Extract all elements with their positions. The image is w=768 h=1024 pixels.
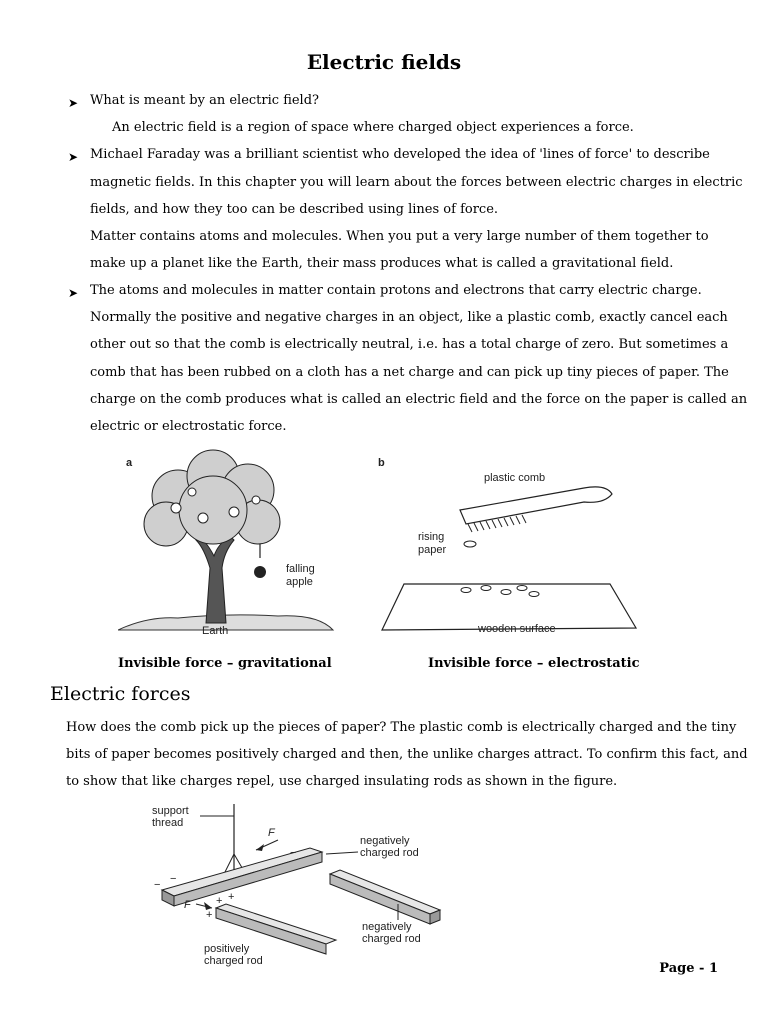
paragraph-line: The atoms and molecules in matter contain protons and electrons that carry electric charge. [90,283,702,298]
label-paper: paper [418,544,447,556]
label-pos-rod-1: positively [204,943,250,955]
svg-text:+: + [228,891,235,903]
bullet-arrow-icon: ➤ [68,96,79,110]
label-falling: falling [286,563,315,575]
paragraph-line: charge on the comb produces what is called an electric field and the force on the paper is called an [90,392,748,407]
paragraph-line: to show that like charges repel, use charged insulating rods as shown in the figure. [66,774,618,789]
caption-gravitational: Invisible force – gravitational [118,656,332,671]
label-force-top: F [268,827,275,839]
label-apple: apple [286,576,313,588]
label-neg-rod-a-2: charged rod [360,847,419,859]
bullet-arrow-icon: ➤ [68,150,79,164]
figure-charged-rods [140,800,470,972]
page-title: Electric fields [306,50,462,74]
paragraph-line: magnetic fields. In this chapter you will learn about the forces between electric charges in electric [90,175,743,190]
paragraph-line: How does the comb pick up the pieces of paper? The plastic comb is electrically charged and the tiny [66,720,737,735]
paragraph-line: electric or electrostatic force. [90,419,287,434]
paragraph-line: other out so that the comb is electrically neutral, i.e. has a total charge of zero. But sometimes a [90,337,729,352]
figure-a-letter: a [126,457,133,469]
caption-electrostatic: Invisible force – electrostatic [428,656,640,671]
label-force-bottom: F [184,899,191,911]
label-rising: rising [418,531,445,543]
paragraph-line: Normally the positive and negative charges in an object, like a plastic comb, exactly cancel each [90,310,728,325]
paragraph-line: make up a planet like the Earth, their mass produces what is called a gravitational field. [90,256,674,271]
svg-text:−: − [290,847,297,859]
bullet-arrow-icon: ➤ [68,286,79,300]
label-neg-rod-a-1: negatively [360,835,410,847]
paragraph-line: bits of paper becomes positively charged and then, the unlike charges attract. To confirm this fact, and [66,747,748,762]
figure-gravity-tree [118,448,338,648]
svg-text:+: + [216,895,223,907]
label-wooden-surface: wooden surface [478,623,556,635]
paragraph-line: comb that has been rubbed on a cloth has a net charge and can pick up tiny pieces of paper. The [90,365,729,380]
figure-b-letter: b [378,457,385,469]
label-plastic-comb: plastic comb [484,472,546,484]
page-number: Page - 1 [659,961,718,976]
answer-text: An electric field is a region of space where charged object experiences a force. [112,120,634,135]
label-thread: thread [152,817,184,829]
paragraph-line: fields, and how they too can be described using lines of force. [90,202,499,217]
svg-text:−: − [154,879,161,891]
figure-electrostatic-comb [374,448,644,648]
label-neg-rod-b-1: negatively [362,921,412,933]
svg-text:+: + [206,909,213,921]
label-pos-rod-2: charged rod [204,955,263,967]
question-text: What is meant by an electric field? [90,93,320,108]
label-support: support [152,805,189,817]
svg-text:−: − [170,873,177,885]
section-heading: Electric forces [50,683,191,705]
paragraph-line: Michael Faraday was a brilliant scientist who developed the idea of 'lines of force' to describe [90,147,710,162]
paragraph-line: Matter contains atoms and molecules. When you put a very large number of them together to [90,229,709,244]
label-earth: Earth [202,625,229,637]
label-neg-rod-b-2: charged rod [362,933,421,945]
